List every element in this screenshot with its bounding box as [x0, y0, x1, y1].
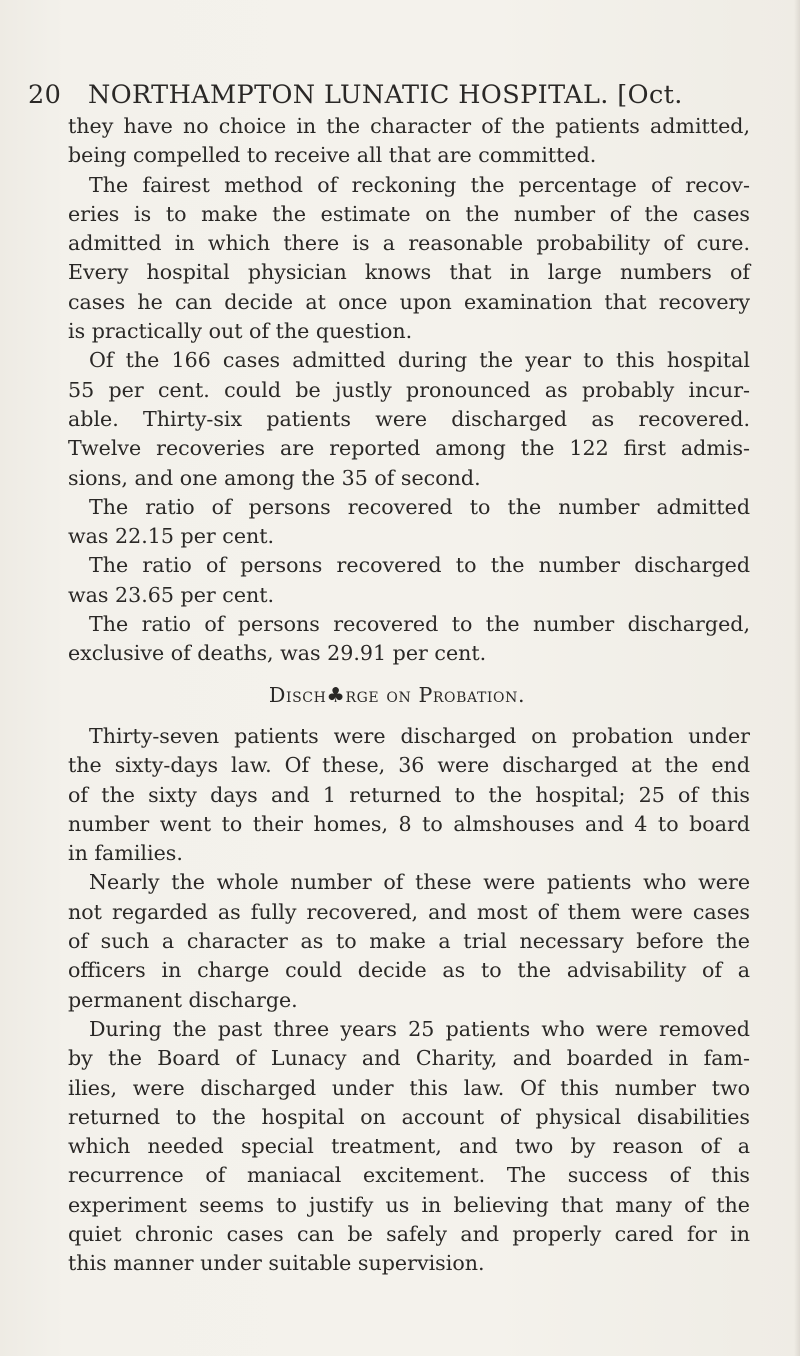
paragraph-5: [68, 551, 750, 610]
text-line: The ratio of persons recovered to the number discharged: [89, 553, 750, 578]
text-line: quiet chronic cases can be safely and properly cared for in: [68, 1221, 750, 1246]
text-line: During the past three years 25 patients who were removed: [89, 1016, 750, 1041]
paragraph-4: [68, 493, 750, 552]
text-line: sions, and one among the 35 of second.: [68, 465, 481, 490]
text-line: Every hospital physician knows that in large numbers of: [68, 260, 750, 285]
text-line: being compelled to receive all that are committed.: [68, 143, 597, 168]
text-line: which needed special treatment, and two by reason of a: [68, 1134, 750, 1159]
text-line: this manner under suitable supervision.: [68, 1251, 485, 1276]
text-line: Twelve recoveries are reported among the 122 first admis-: [68, 436, 750, 461]
page-number: 20: [28, 80, 62, 110]
body-text: [68, 112, 750, 1279]
text-line: is practically out of the question.: [68, 319, 413, 344]
paragraph-9: [68, 1015, 750, 1279]
text-line: returned to the hospital on account of physical disabilities: [68, 1104, 750, 1129]
text-line: able. Thirty-six patients were discharged as recovered.: [68, 406, 750, 431]
paragraph-7: [68, 722, 750, 868]
text-line: of such a character as to make a trial necessary before the: [68, 929, 750, 954]
text-line: recurrence of maniacal excitement. The success of this: [68, 1163, 750, 1188]
text-line: of the sixty days and 1 returned to the hospital; 25 of this: [68, 782, 750, 807]
text-line: Thirty-seven patients were discharged on probation under: [89, 723, 750, 748]
paragraph-3: [68, 346, 750, 492]
text-line: The ratio of persons recovered to the number admitted: [89, 494, 750, 519]
paragraph-2: [68, 171, 750, 347]
text-line: Nearly the whole number of these were patients who were: [89, 870, 750, 895]
text-line: not regarded as fully recovered, and most of them were cases: [68, 899, 750, 924]
text-line: cases he can decide at once upon examination that recovery: [68, 289, 750, 314]
running-title: NORTHAMPTON LUNATIC HOSPITAL. [Oct.: [88, 80, 683, 110]
text-line: experiment seems to justify us in believing that many of the: [68, 1192, 750, 1217]
text-line: The ratio of persons recovered to the number discharged,: [89, 612, 750, 637]
text-line: Of the 166 cases admitted during the year to this hospital: [89, 348, 750, 373]
text-line: admitted in which there is a reasonable probability of cure.: [68, 231, 750, 256]
running-header: [28, 78, 768, 112]
text-line: in families.: [68, 841, 183, 866]
text-line: number went to their homes, 8 to almshouses and 4 to board: [68, 811, 750, 836]
text-line: was 23.65 per cent.: [68, 582, 275, 607]
text-line: permanent discharge.: [68, 987, 298, 1012]
section-heading: Disch♣rge on Probation.: [268, 682, 526, 707]
text-line: was 22.15 per cent.: [68, 524, 275, 549]
text-line: officers in charge could decide as to the advisability of a: [68, 958, 750, 983]
text-line: eries is to make the estimate on the number of the cases: [68, 201, 750, 226]
paragraph-1: [68, 112, 750, 171]
text-line: ilies, were discharged under this law. Of this number two: [68, 1075, 750, 1100]
text-line: exclusive of deaths, was 29.91 per cent.: [68, 641, 487, 666]
paragraph-6: [68, 610, 750, 669]
paragraph-8: [68, 868, 750, 1014]
text-line: by the Board of Lunacy and Charity, and boarded in fam-: [68, 1046, 750, 1071]
text-line: The fairest method of reckoning the percentage of recov-: [89, 172, 750, 197]
text-line: they have no choice in the character of the patients admitted,: [68, 114, 750, 138]
text-line: 55 per cent. could be justly pronounced as probably incur-: [68, 377, 750, 402]
text-line: the sixty-days law. Of these, 36 were discharged at the end: [68, 753, 750, 778]
page-edge-shadow: [794, 0, 800, 1356]
